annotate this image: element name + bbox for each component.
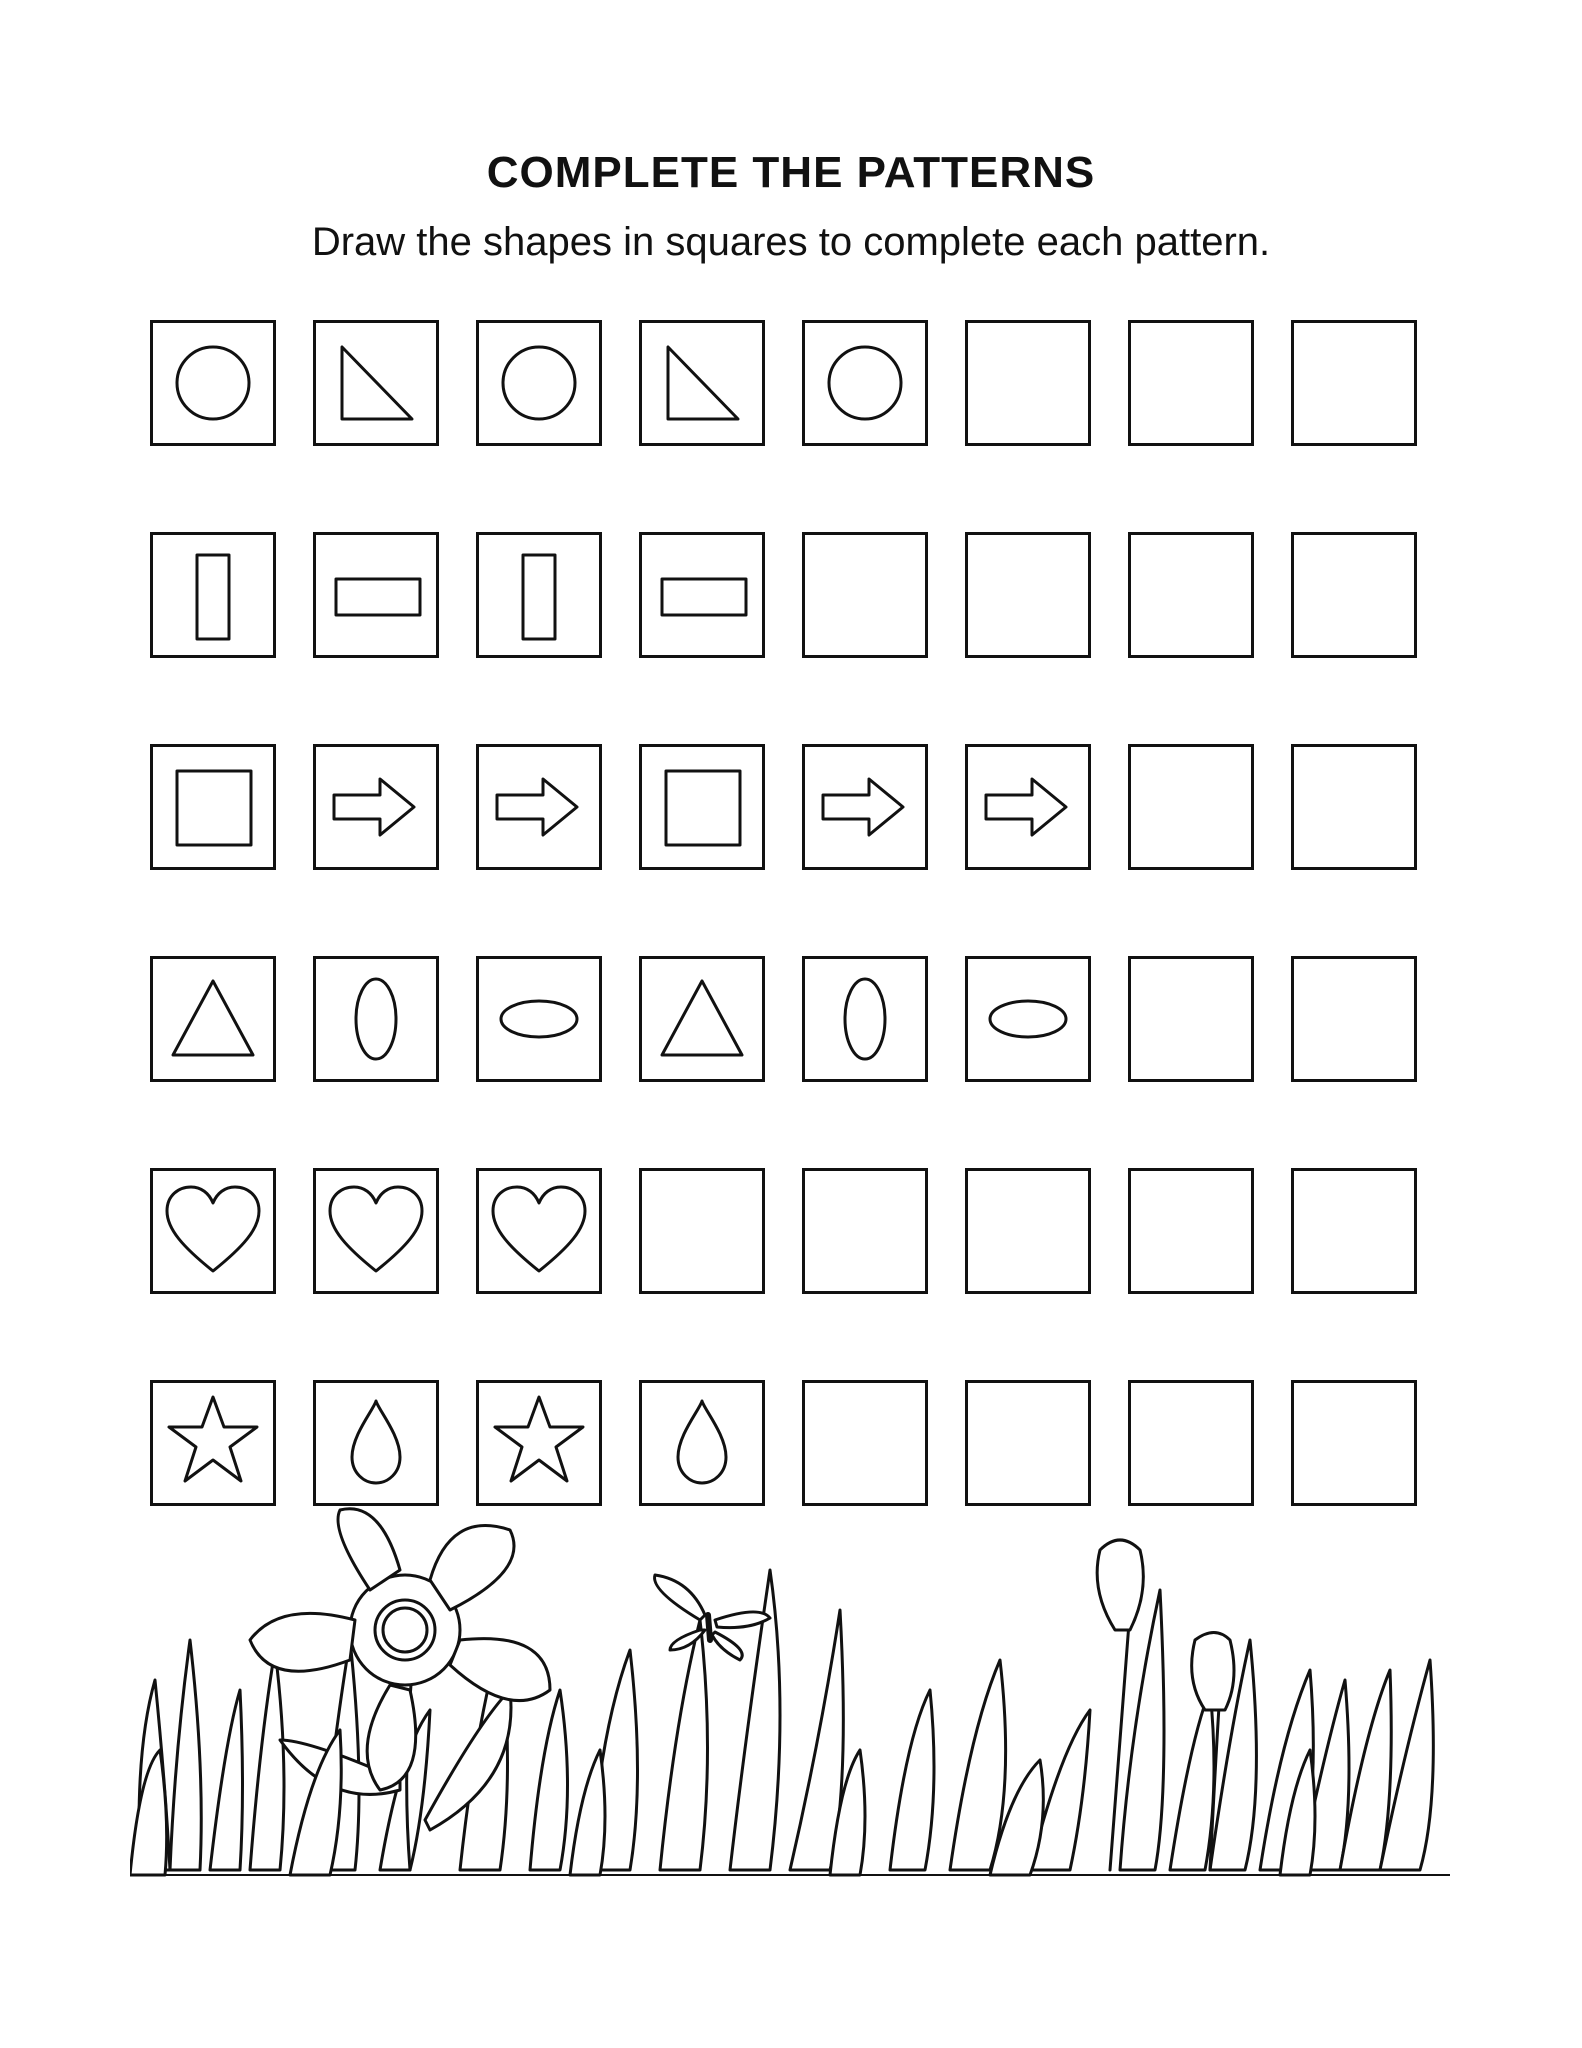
horizontal-oval-icon: [968, 959, 1088, 1079]
vertical-oval-icon: [316, 959, 436, 1079]
empty-answer-box[interactable]: [802, 1380, 928, 1506]
empty-answer-box[interactable]: [965, 532, 1091, 658]
pattern-cell: [639, 532, 765, 658]
arrow-right-icon: [479, 747, 599, 867]
pattern-row: [150, 1168, 1450, 1298]
right-triangle-icon: [316, 323, 436, 443]
empty-answer-box[interactable]: [1291, 1380, 1417, 1506]
empty-answer-box[interactable]: [1128, 1380, 1254, 1506]
pattern-row: [150, 320, 1450, 450]
pattern-row: [150, 532, 1450, 662]
empty-answer-box[interactable]: [1291, 1168, 1417, 1294]
empty-answer-box[interactable]: [1128, 956, 1254, 1082]
pattern-cell: [313, 1168, 439, 1294]
empty-answer-box[interactable]: [802, 1168, 928, 1294]
empty-answer-box[interactable]: [965, 1380, 1091, 1506]
empty-answer-box[interactable]: [965, 320, 1091, 446]
butterfly-icon: [655, 1575, 770, 1660]
instructions: Draw the shapes in squares to complete each pattern.: [311, 220, 1271, 264]
circle-icon: [805, 323, 925, 443]
drop-icon: [642, 1383, 762, 1503]
arrow-right-icon: [316, 747, 436, 867]
pattern-cell: [476, 532, 602, 658]
pattern-row: [150, 956, 1450, 1086]
star-icon: [479, 1383, 599, 1503]
pattern-cell: [639, 744, 765, 870]
empty-answer-box[interactable]: [1291, 320, 1417, 446]
pattern-cell: [313, 1380, 439, 1506]
pattern-cell: [476, 744, 602, 870]
empty-answer-box[interactable]: [639, 1168, 765, 1294]
horizontal-oval-icon: [479, 959, 599, 1079]
vertical-rectangle-icon: [479, 535, 599, 655]
pattern-cell: [150, 1168, 276, 1294]
empty-answer-box[interactable]: [1128, 532, 1254, 658]
empty-answer-box[interactable]: [802, 532, 928, 658]
pattern-cell: [150, 320, 276, 446]
empty-answer-box[interactable]: [1291, 744, 1417, 870]
arrow-right-icon: [968, 747, 1088, 867]
pattern-cell: [965, 744, 1091, 870]
circle-icon: [153, 323, 273, 443]
pattern-cell: [965, 956, 1091, 1082]
pattern-cell: [476, 1168, 602, 1294]
empty-answer-box[interactable]: [965, 1168, 1091, 1294]
pattern-cell: [639, 956, 765, 1082]
square-icon: [153, 747, 273, 867]
pattern-cell: [802, 956, 928, 1082]
drop-icon: [316, 1383, 436, 1503]
pattern-cell: [150, 956, 276, 1082]
pattern-cell: [476, 1380, 602, 1506]
garden-illustration: [130, 1490, 1450, 1890]
pattern-cell: [150, 1380, 276, 1506]
vertical-oval-icon: [805, 959, 925, 1079]
star-icon: [153, 1383, 273, 1503]
pattern-cell: [802, 744, 928, 870]
horizontal-rectangle-icon: [642, 535, 762, 655]
circle-icon: [479, 323, 599, 443]
empty-answer-box[interactable]: [1291, 532, 1417, 658]
heart-icon: [316, 1171, 436, 1291]
pattern-cell: [313, 744, 439, 870]
empty-answer-box[interactable]: [1128, 1168, 1254, 1294]
heart-icon: [153, 1171, 273, 1291]
pattern-row: [150, 744, 1450, 874]
pattern-cell: [313, 532, 439, 658]
right-triangle-icon: [642, 323, 762, 443]
arrow-right-icon: [805, 747, 925, 867]
tulip-icon: [1097, 1540, 1234, 1870]
pattern-cell: [639, 1380, 765, 1506]
pattern-cell: [802, 320, 928, 446]
pattern-cell: [313, 956, 439, 1082]
vertical-rectangle-icon: [153, 535, 273, 655]
heart-icon: [479, 1171, 599, 1291]
empty-answer-box[interactable]: [1128, 320, 1254, 446]
horizontal-rectangle-icon: [316, 535, 436, 655]
empty-answer-box[interactable]: [1291, 956, 1417, 1082]
square-icon: [642, 747, 762, 867]
page-title: COMPLETE THE PATTERNS: [486, 148, 1096, 197]
pattern-cell: [150, 532, 276, 658]
pattern-cell: [313, 320, 439, 446]
pattern-cell: [476, 320, 602, 446]
pattern-cell: [476, 956, 602, 1082]
empty-answer-box[interactable]: [1128, 744, 1254, 870]
triangle-icon: [642, 959, 762, 1079]
pattern-cell: [639, 320, 765, 446]
pattern-cell: [150, 744, 276, 870]
triangle-icon: [153, 959, 273, 1079]
